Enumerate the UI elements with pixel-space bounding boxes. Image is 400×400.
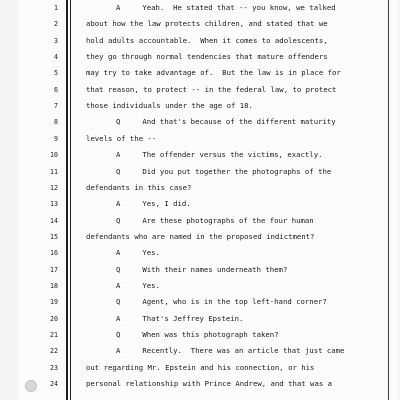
transcript-line <box>18 313 398 325</box>
line-text: defendants in this case? <box>86 182 192 192</box>
line-number: 11 <box>50 167 58 176</box>
line-text: personal relationship with Prince Andrew, and that was a <box>86 379 333 389</box>
line-text: A Yes, I did. <box>116 199 191 209</box>
transcript-page <box>18 0 398 400</box>
line-text: A Yes. <box>116 280 160 290</box>
line-text: hold adults accountable. When it comes to adolescents, <box>86 35 328 45</box>
line-number: 22 <box>50 347 58 356</box>
transcript-line <box>18 378 398 390</box>
line-number: 8 <box>54 118 58 127</box>
line-number: 21 <box>50 331 58 339</box>
transcript-line <box>18 166 398 178</box>
line-number: 2 <box>54 20 58 29</box>
transcript-line <box>18 67 398 79</box>
line-number: 19 <box>50 298 58 307</box>
line-text: may try to take advantage of. But the law is in place for <box>86 68 341 78</box>
line-number: 9 <box>54 134 58 143</box>
transcript-line <box>18 264 398 276</box>
line-number: 12 <box>50 183 58 192</box>
line-number: 6 <box>54 85 58 94</box>
line-text: A Yes. <box>116 248 160 258</box>
transcript-line <box>18 133 398 145</box>
line-number: 5 <box>54 69 58 78</box>
transcript-line <box>18 84 398 96</box>
line-number: 16 <box>50 249 58 258</box>
line-number: 24 <box>50 380 58 389</box>
transcript-line <box>18 215 398 227</box>
transcript-line <box>18 51 398 63</box>
line-number: 14 <box>50 216 58 225</box>
transcript-line <box>18 18 398 30</box>
line-text: out regarding Mr. Epstein and his connection, or his <box>86 362 315 372</box>
line-number: 17 <box>50 265 58 274</box>
line-text: A Yeah. He stated that -- you know, we talked <box>116 3 336 12</box>
transcript-line <box>18 362 398 374</box>
transcript-line <box>18 35 398 47</box>
transcript-line <box>18 116 398 128</box>
line-number: 7 <box>54 102 58 111</box>
transcript-line <box>18 247 398 259</box>
transcript-line <box>18 231 398 243</box>
line-text: those individuals under the age of 18. <box>86 101 253 111</box>
transcript-line <box>18 198 398 210</box>
transcript-line <box>18 296 398 308</box>
line-text: A Recently. There was an article that just came <box>116 346 345 356</box>
line-text: they go through normal tendencies that mature offenders <box>86 52 328 62</box>
line-text: that reason, to protect -- in the federal law, to protect <box>86 84 337 94</box>
line-text: Q Did you put together the photographs of the <box>116 166 332 176</box>
line-text: Q When was this photograph taken? <box>116 330 279 339</box>
transcript-line <box>18 2 398 14</box>
line-text: Q Are these photographs of the four human <box>116 215 314 225</box>
line-text: about how the law protects children, and stated that we <box>86 19 328 29</box>
line-text: A The offender versus the victims, exactly. <box>116 150 323 160</box>
transcript-line <box>18 329 398 341</box>
line-text: levels of the -- <box>86 133 157 143</box>
line-text: Q And that's because of the different maturity <box>116 117 336 127</box>
line-text: Q Agent, who is in the top left-hand corner? <box>116 297 327 307</box>
line-number: 13 <box>50 200 58 209</box>
line-number: 4 <box>54 53 58 62</box>
transcript-line <box>18 345 398 357</box>
line-number: 10 <box>50 151 58 160</box>
line-number: 3 <box>54 36 58 45</box>
line-number: 15 <box>50 232 58 241</box>
line-text: defendants who are named in the proposed indictment? <box>86 231 315 241</box>
line-number: 20 <box>50 314 58 323</box>
transcript-line <box>18 182 398 194</box>
line-number: 23 <box>50 363 58 372</box>
line-number: 1 <box>54 4 58 12</box>
transcript-line <box>18 280 398 292</box>
line-text: A That's Jeffrey Epstein. <box>116 313 244 323</box>
line-number: 18 <box>50 281 58 290</box>
transcript-line <box>18 149 398 161</box>
line-text: Q With their names underneath them? <box>116 264 288 274</box>
transcript-line <box>18 100 398 112</box>
